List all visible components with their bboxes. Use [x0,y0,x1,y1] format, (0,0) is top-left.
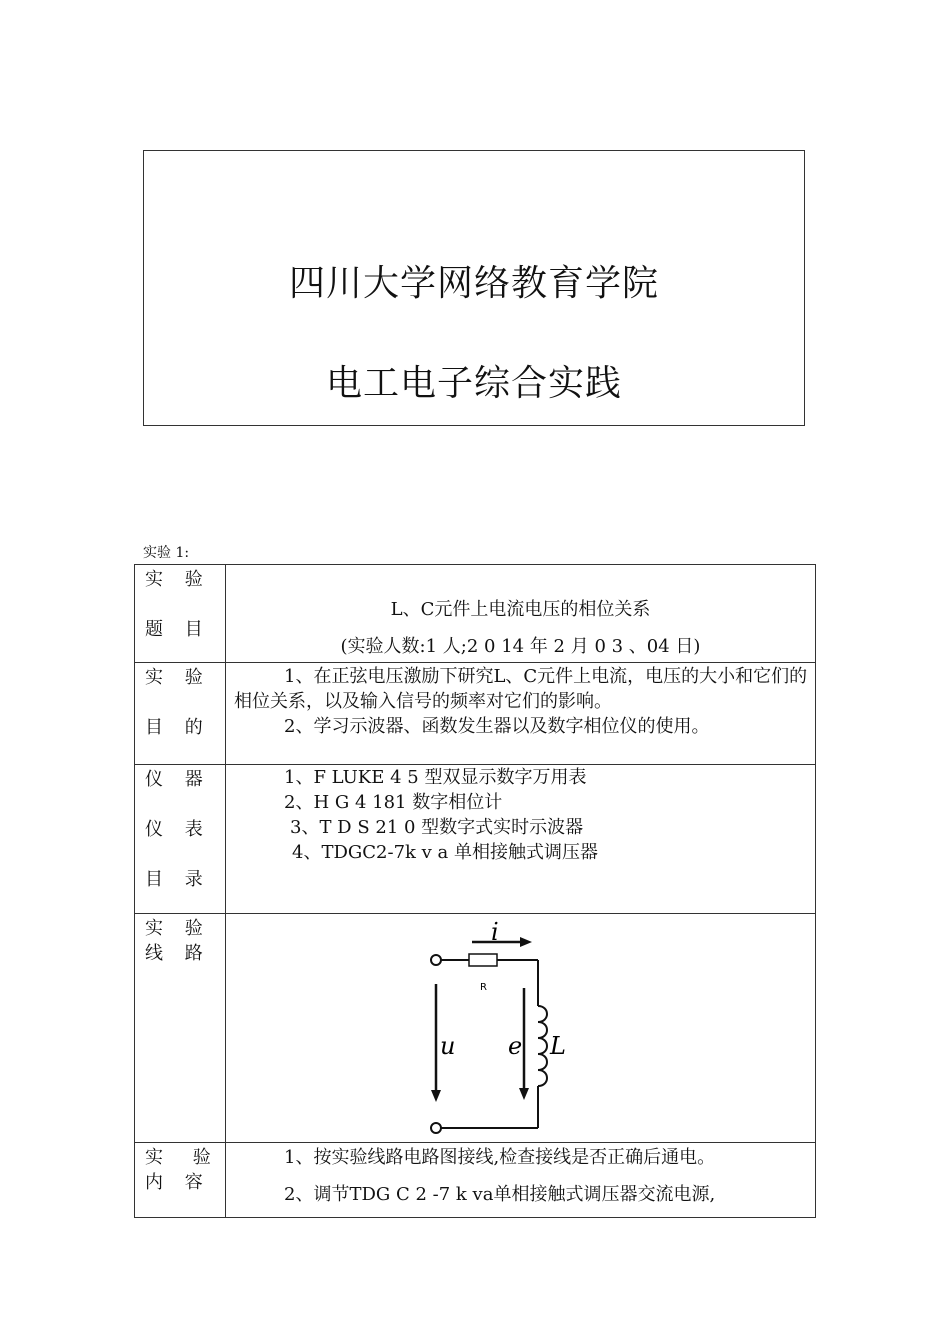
row-value [226,1143,816,1218]
row-label [135,765,226,914]
experiment-info: (实验人数:1 人;2 0 14 年 2 月 0 3 、04 日) [340,636,701,657]
label-line: 仪 表 [145,819,211,840]
resistor-symbol [469,954,497,966]
emf-label: e [508,1032,523,1060]
instrument-item: 4、TDGC2-7k v a 单相接触式调压器 [292,842,598,863]
row-label [135,663,226,765]
purpose-item: 2、学习示波器、函数发生器以及数字相位仪的使用。 [284,716,710,737]
table-row-purpose [135,663,816,765]
table-row-instruments [135,765,816,914]
purpose-item: 1、在正弦电压激励下研究L、C元件上电流，电压的大小和它们的相位关系，以及输入信号的频率对它们的影响。 [234,666,808,712]
institution-title: 四川大学网络教育学院 [288,263,659,304]
row-value [226,663,816,765]
experiment-table [134,564,816,1218]
label-line: 目 录 [145,869,211,890]
circuit-diagram [226,914,826,1142]
label-line: 目 的 [145,717,211,738]
experiment-title: L、C元件上电流电压的相位关系 [390,599,651,620]
current-label: i [491,918,499,946]
inductor-symbol [538,1006,547,1086]
terminal-top [431,955,441,965]
resistor-label: R [480,982,487,993]
cover-title-box [143,150,805,426]
row-value [226,914,816,1143]
table-row-circuit [135,914,816,1143]
inductor-label: L [550,1032,566,1060]
content-item: 1、按实验线路电路图接线,检查接线是否正确后通电。 [284,1147,716,1168]
label-line: 题 目 [145,619,211,640]
row-value [226,565,816,663]
experiment-label: 实验 1: [143,545,190,561]
label-line: 内 容 [145,1172,211,1193]
row-label [135,1143,226,1218]
label-line: 实 验 [145,918,211,939]
instrument-item: 2、H G 4 181 数字相位计 [284,792,503,813]
voltage-label: u [440,1032,456,1060]
content-item: 2、调节TDG C 2 -7 k va单相接触式调压器交流电源, [284,1184,716,1205]
row-value [226,765,816,914]
label-line: 仪 器 [145,769,211,790]
label-line: 线 路 [145,943,211,964]
row-label [135,565,226,663]
label-line: 实 验 [145,1147,223,1168]
terminal-bottom [431,1123,441,1133]
table-row-content [135,1143,816,1218]
label-line: 实 验 [145,667,211,688]
course-title: 电工电子综合实践 [325,363,622,404]
label-line: 实 验 [145,569,211,590]
row-label [135,914,226,1143]
instrument-item: 1、F LUKE 4 5 型双显示数字万用表 [284,767,587,788]
instrument-item: 3、T D S 21 0 型数字式实时示波器 [290,817,584,838]
table-row-title [135,565,816,663]
